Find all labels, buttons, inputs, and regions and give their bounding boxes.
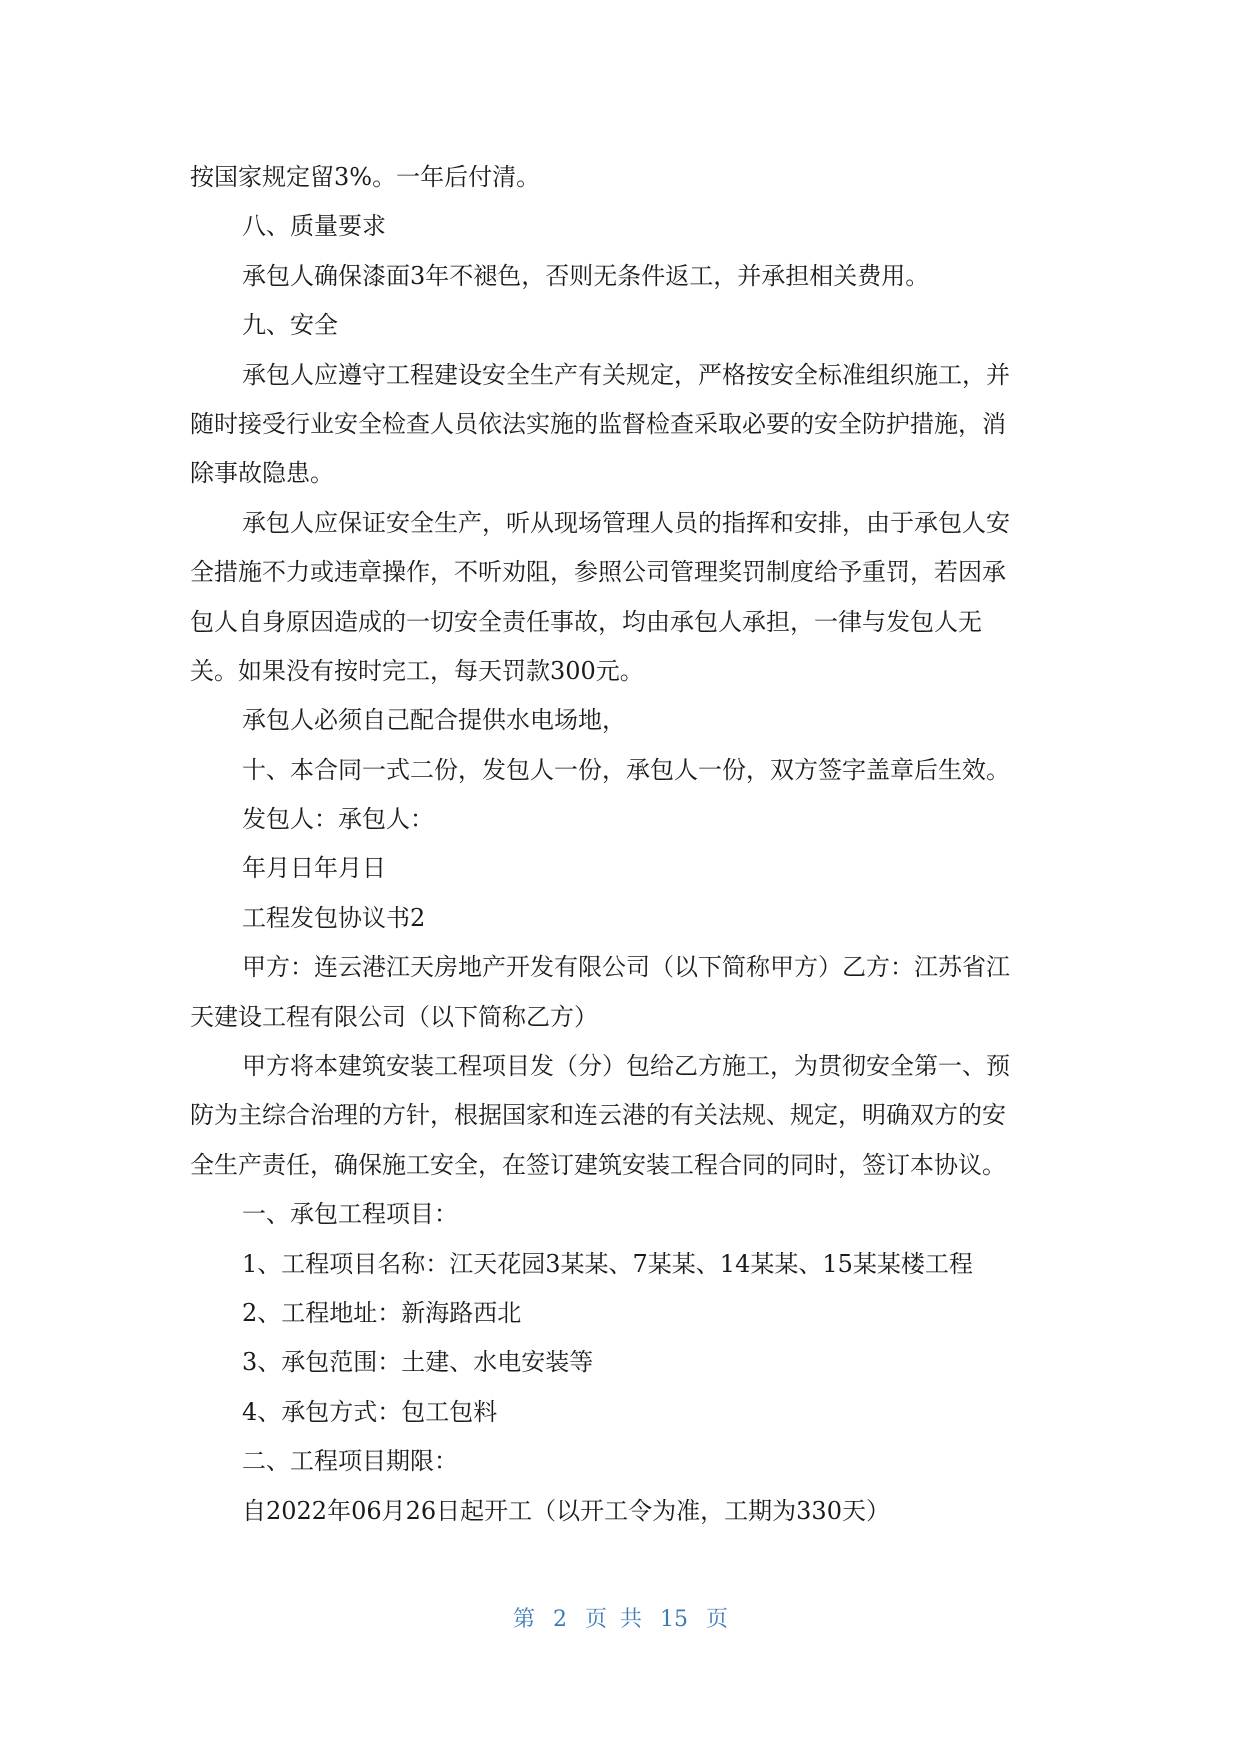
text-line: 自2022年06月26日起开工（以开工令为准，工期为330天） <box>242 1496 890 1525</box>
page-footer <box>0 1602 1241 1633</box>
text-line: 除事故隐患。 <box>190 459 334 488</box>
text-line: 全生产责任，确保施工安全，在签订建筑安装工程合同的同时，签订本协议。 <box>190 1150 1006 1179</box>
list-item: 1、工程项目名称：江天花园3某某、7某某、14某某、15某某楼工程 <box>242 1249 973 1278</box>
text-line: 防为主综合治理的方针，根据国家和连云港的有关法规、规定，明确双方的安 <box>190 1101 1006 1130</box>
date-line: 年月日年月日 <box>242 854 386 883</box>
list-item: 4、承包方式：包工包料 <box>242 1397 498 1426</box>
text-line: 天建设工程有限公司（以下简称乙方） <box>190 1002 598 1031</box>
list-item: 3、承包范围：土建、水电安装等 <box>242 1348 594 1377</box>
text-line: 关。如果没有按时完工，每天罚款300元。 <box>190 656 644 685</box>
total-pages-number: 15 <box>660 1607 688 1632</box>
text-line: 甲方将本建筑安装工程项目发（分）包给乙方施工，为贯彻安全第一、预 <box>242 1052 1010 1081</box>
text-line: 承包人必须自己配合提供水电场地， <box>242 706 626 735</box>
text-line: 全措施不力或违章操作，不听劝阻，参照公司管理奖罚制度给予重罚，若因承 <box>190 558 1006 587</box>
document-title: 工程发包协议书2 <box>242 903 426 932</box>
footer-suffix: 页 <box>706 1607 729 1632</box>
text-line: 承包人应遵守工程建设安全生产有关规定，严格按安全标准组织施工，并 <box>242 360 1010 389</box>
section-heading: 九、安全 <box>242 311 338 340</box>
text-line: 包人自身原因造成的一切安全责任事故，均由承包人承担，一律与发包人无 <box>190 607 982 636</box>
text-line: 承包人应保证安全生产，听从现场管理人员的指挥和安排，由于承包人安 <box>242 508 1010 537</box>
document-body <box>190 153 1052 1536</box>
section-heading: 二、工程项目期限： <box>242 1447 458 1476</box>
footer-prefix: 第 <box>512 1607 535 1632</box>
section-heading: 八、质量要求 <box>242 212 386 241</box>
current-page-number: 2 <box>553 1607 567 1632</box>
list-item: 2、工程地址：新海路西北 <box>242 1298 522 1327</box>
section-heading: 一、承包工程项目： <box>242 1200 458 1229</box>
text-line: 随时接受行业安全检查人员依法实施的监督检查采取必要的安全防护措施，消 <box>190 409 1006 438</box>
footer-middle: 页 共 <box>585 1607 642 1632</box>
text-line: 甲方：连云港江天房地产开发有限公司（以下简称甲方）乙方：江苏省江 <box>242 953 1010 982</box>
text-line: 承包人确保漆面3年不褪色，否则无条件返工，并承担相关费用。 <box>242 261 930 290</box>
text-line: 按国家规定留3%。一年后付清。 <box>190 163 541 191</box>
signature-line: 发包人：承包人： <box>242 805 434 834</box>
section-heading: 十、本合同一式二份，发包人一份，承包人一份，双方签字盖章后生效。 <box>242 755 1010 784</box>
